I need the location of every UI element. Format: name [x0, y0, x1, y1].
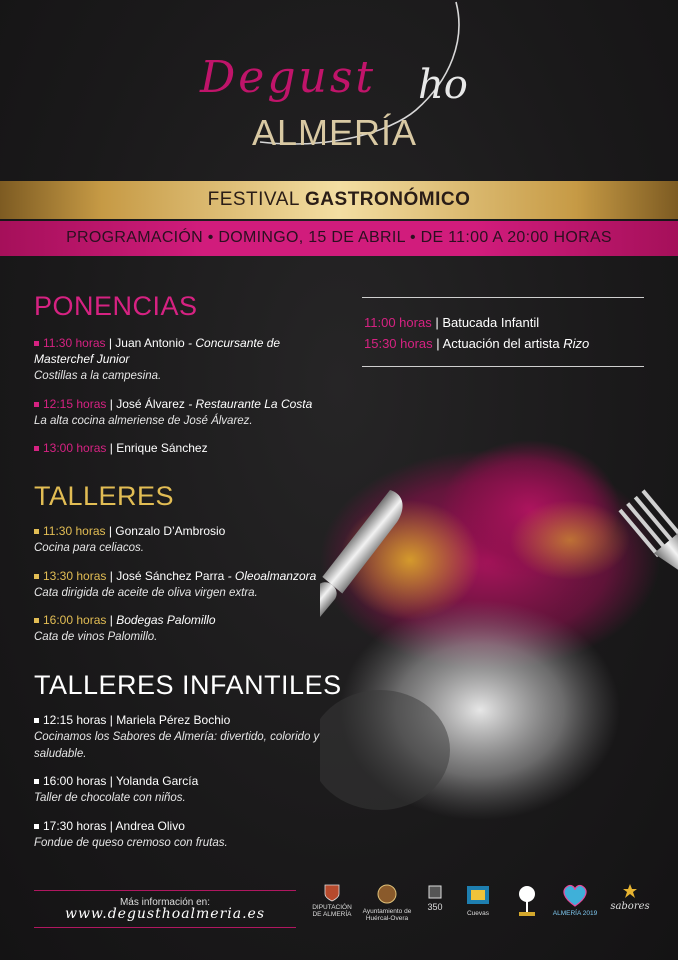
festival-prefix: FESTIVAL [207, 189, 306, 210]
coat-of-arms-icon [377, 884, 397, 906]
sponsor-logos [306, 884, 656, 934]
shield-icon [324, 884, 340, 902]
tree-icon [515, 884, 539, 918]
footer-line-bottom [34, 927, 296, 928]
sponsor-almeria-2019: ALMERÍA 2019 [552, 884, 598, 917]
sponsor-sabores: sabores [606, 884, 654, 912]
talleres-heading: TALLERES [34, 481, 175, 511]
logo-city: ALMERÍA [252, 112, 418, 153]
logo-script-text: Degust [200, 52, 377, 103]
bullet-icon [34, 718, 39, 723]
sponsor-cuevas: Cuevas [456, 884, 500, 917]
ponencias-heading: PONENCIAS [34, 291, 198, 321]
extra-event-2: 15:30 horas | Actuación del artista Rizo [364, 336, 590, 351]
star-icon [623, 884, 637, 898]
infantiles-heading: TALLERES INFANTILES [34, 670, 342, 700]
program-band [0, 221, 678, 256]
emblem-icon [427, 884, 443, 900]
bullet-icon [34, 446, 39, 451]
infantil-item-2: 16:00 horas | Yolanda García Taller de chocolate con niños. [34, 774, 199, 804]
infantil-item-1: 12:15 horas | Mariela Pérez Bochio Cocinamos los Sabores de Almería: divertido, colorido y saludable. [34, 713, 320, 760]
sponsor-350: 350 [420, 884, 450, 912]
taller-item-2: 13:30 horas | José Sánchez Parra - Oleoalmanzora Cata dirigida de aceite de oliva virgen extra. [34, 569, 317, 599]
sponsor-diputacion: DIPUTACIÓN DE ALMERÍA [310, 884, 354, 918]
extra-events-box [362, 297, 644, 367]
taller-item-3: 16:00 horas | Bodegas Palomillo Cata de vinos Palomillo. [34, 613, 216, 643]
extra-event-1: 11:00 horas | Batucada Infantil [364, 315, 540, 330]
more-info-label: Más información en: [119, 897, 211, 908]
bullet-icon [34, 341, 39, 346]
logo-script-tail: ho [418, 62, 468, 108]
taller-item-1: 11:30 horas | Gonzalo D’Ambrosio Cocina para celiacos. [34, 524, 226, 554]
bullet-icon [34, 574, 39, 579]
bullet-icon [34, 779, 39, 784]
heart-icon [561, 884, 589, 908]
event-logo [0, 0, 678, 170]
ponencia-item-1: 11:30 horas | Juan Antonio - Concursante de Masterchef Junior Costillas a la campesina. [34, 336, 281, 382]
footer-line-top [34, 890, 296, 891]
bullet-icon [34, 529, 39, 534]
program-line: PROGRAMACIÓN • DOMINGO, 15 DE ABRIL • DE 11:00 A 20:00 HORAS [66, 229, 612, 246]
colorful-logo-icon [463, 884, 493, 908]
website-link[interactable]: www.degusthoalmeria.es [64, 906, 266, 922]
ponencia-item-2: 12:15 horas | José Álvarez - Restaurante La Costa La alta cocina almeriense de José Álvarez. [34, 397, 313, 427]
bullet-icon [34, 402, 39, 407]
sponsor-huercal-overa: Ayuntamiento de Huércal-Overa [362, 884, 412, 922]
sponsor-tree [512, 884, 542, 920]
festival-band [0, 181, 678, 219]
bullet-icon [34, 618, 39, 623]
bullet-icon [34, 824, 39, 829]
ponencia-item-3: 13:00 horas | Enrique Sánchez [34, 440, 324, 456]
knife-fork-spice-illustration [320, 420, 678, 860]
festival-bold: GASTRONÓMICO [305, 189, 471, 210]
infantil-item-3: 17:30 horas | Andrea Olivo Fondue de queso cremoso con frutas. [34, 819, 228, 849]
